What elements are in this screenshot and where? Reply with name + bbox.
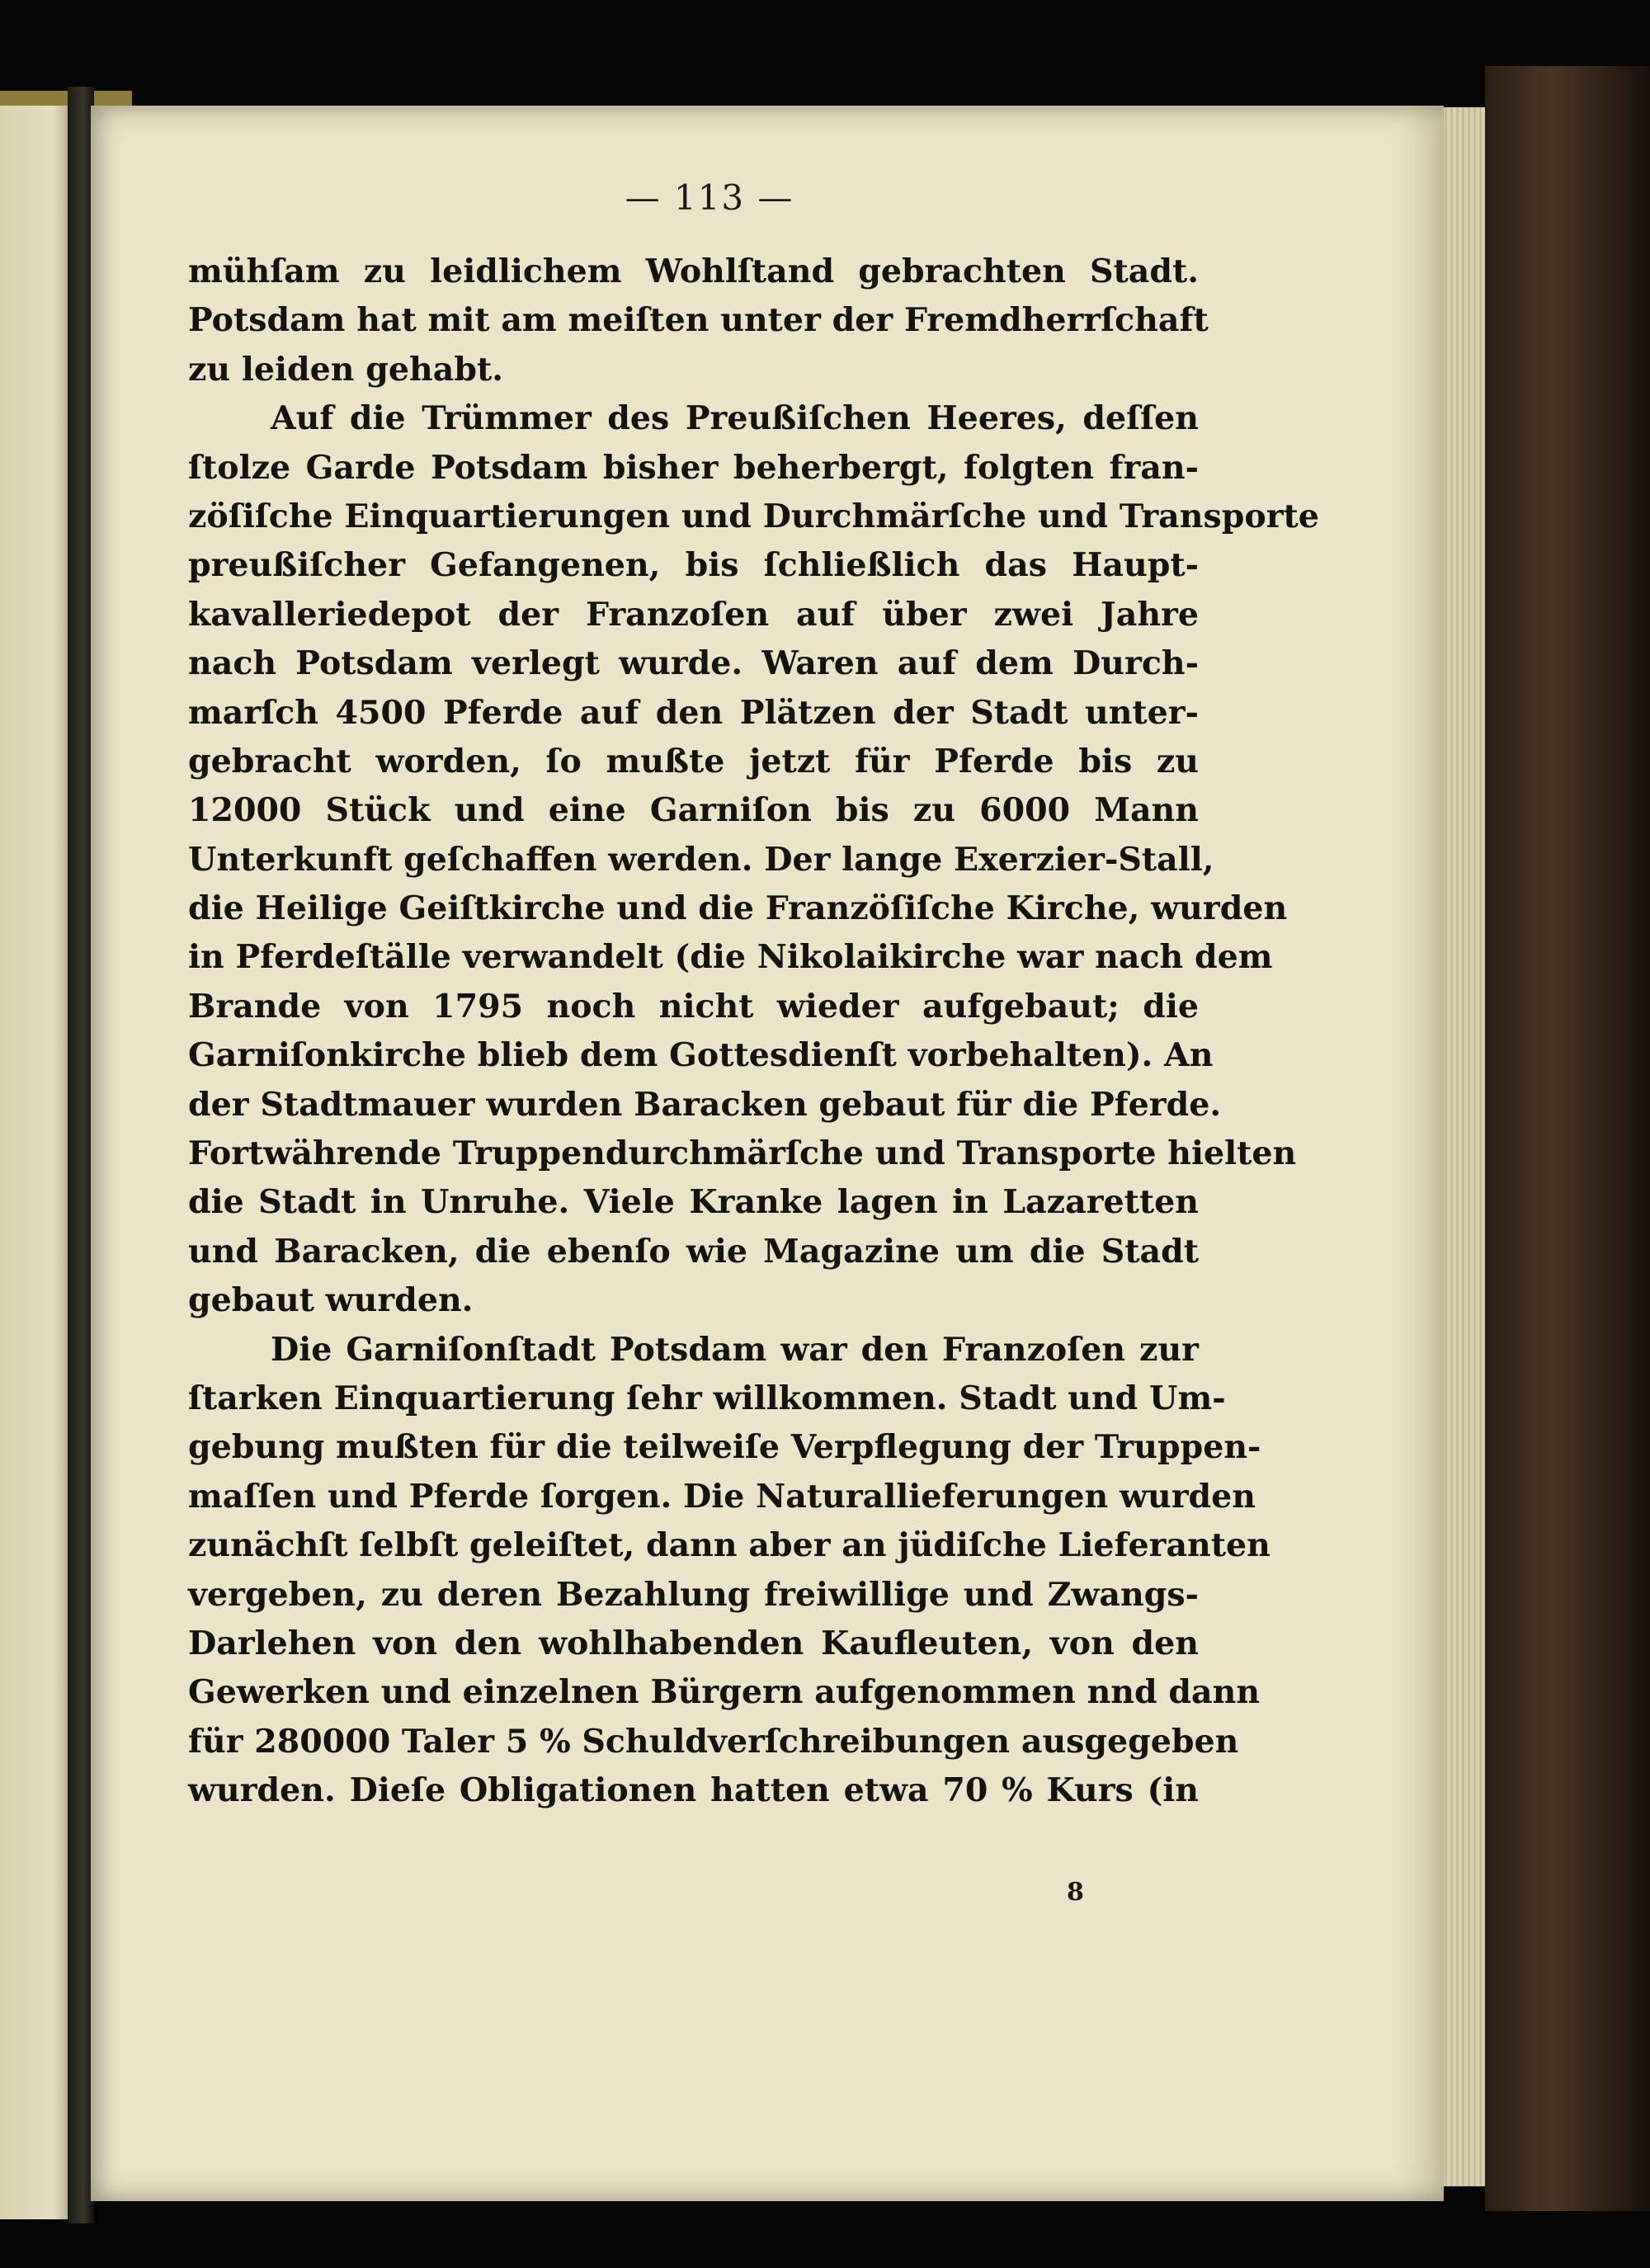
text-line: vergeben, zu deren Bezahlung freiwillige und Zwangs- bbox=[188, 1575, 1199, 1614]
text-line: Auf die Trümmer des Preußiſchen Heeres, deſſen bbox=[271, 399, 1199, 438]
text-line: Garniſonkirche blieb dem Gottesdienſt vorbehalten). An bbox=[188, 1036, 1214, 1075]
text-line: ſtarken Einquartierung ſehr willkommen. Stadt und Um- bbox=[188, 1379, 1226, 1417]
book-cover-edge bbox=[1485, 66, 1650, 2211]
text-line: für 280000 Taler 5 % Schuldverſchreibungen ausgegeben bbox=[188, 1722, 1239, 1761]
text-line: Brande von 1795 noch nicht wieder aufgebaut; die bbox=[188, 987, 1199, 1026]
text-line: wurden. Dieſe Obligationen hatten etwa 70 % Kurs (in bbox=[188, 1771, 1199, 1810]
text-line: der Stadtmauer wurden Baracken gebaut für die Pferde. bbox=[188, 1085, 1222, 1124]
text-line: mühſam zu leidlichem Wohlſtand gebrachten Stadt. bbox=[188, 252, 1199, 290]
text-line: nach Potsdam verlegt wurde. Waren auf dem Durch- bbox=[188, 644, 1199, 683]
signature-mark: 8 bbox=[1067, 1878, 1084, 1907]
text-line: kavalleriedepot der Franzoſen auf über zwei Jahre bbox=[188, 595, 1199, 634]
text-line: gebung mußten für die teilweiſe Verpflegung der Truppen- bbox=[188, 1428, 1261, 1467]
text-line: marſch 4500 Pferde auf den Plätzen der Stadt unter- bbox=[188, 693, 1199, 732]
text-line: Die Garniſonſtadt Potsdam war den Franzoſen zur bbox=[271, 1330, 1199, 1369]
text-line: und Baracken, die ebenſo wie Magazine um die Stadt bbox=[188, 1232, 1199, 1271]
text-line: die Stadt in Unruhe. Viele Kranke lagen in Lazaretten bbox=[188, 1183, 1199, 1222]
text-line: gebaut wurden. bbox=[188, 1281, 474, 1320]
text-line: 12000 Stück und eine Garniſon bis zu 6000 Mann bbox=[188, 791, 1199, 830]
text-line: Unterkunft geſchaffen werden. Der lange Exerzier-Stall, bbox=[188, 840, 1214, 879]
text-line: Gewerken und einzelnen Bürgern aufgenommen nnd dann bbox=[188, 1673, 1261, 1712]
text-line: Darlehen von den wohlhabenden Kaufleuten, von den bbox=[188, 1624, 1199, 1662]
text-line: zu leiden gehabt. bbox=[188, 350, 503, 389]
text-line: in Pferdeſtälle verwandelt (die Nikolaikirche war nach dem bbox=[188, 938, 1273, 977]
text-line: ſtolze Garde Potsdam bisher beherbergt, folgten fran- bbox=[188, 448, 1199, 487]
body-text bbox=[188, 248, 1319, 1816]
text-line: gebracht worden, ſo mußte jetzt für Pferde bis zu bbox=[188, 742, 1199, 780]
text-line: zunächſt ſelbſt geleiſtet, dann aber an jüdiſche Lieferanten bbox=[188, 1526, 1270, 1565]
text-line: Potsdam hat mit am meiſten unter der Fremdherrſchaft bbox=[188, 301, 1209, 340]
text-line: preußiſcher Gefangenen, bis ſchließlich das Haupt- bbox=[188, 546, 1199, 585]
left-binding-strip bbox=[0, 91, 132, 106]
text-line: maſſen und Pferde ſorgen. Die Naturallieferungen wurden bbox=[188, 1477, 1256, 1516]
text-line: die Heilige Geiſtkirche und die Franzöſiſche Kirche, wurden bbox=[188, 889, 1288, 928]
text-line: zöſiſche Einquartierungen und Durchmärſche und Transporte bbox=[188, 497, 1319, 535]
left-page-edge bbox=[0, 91, 76, 2219]
text-line: Fortwährende Truppendurchmärſche und Transporte hielten bbox=[188, 1134, 1297, 1173]
page-number: — 113 — bbox=[625, 177, 794, 218]
